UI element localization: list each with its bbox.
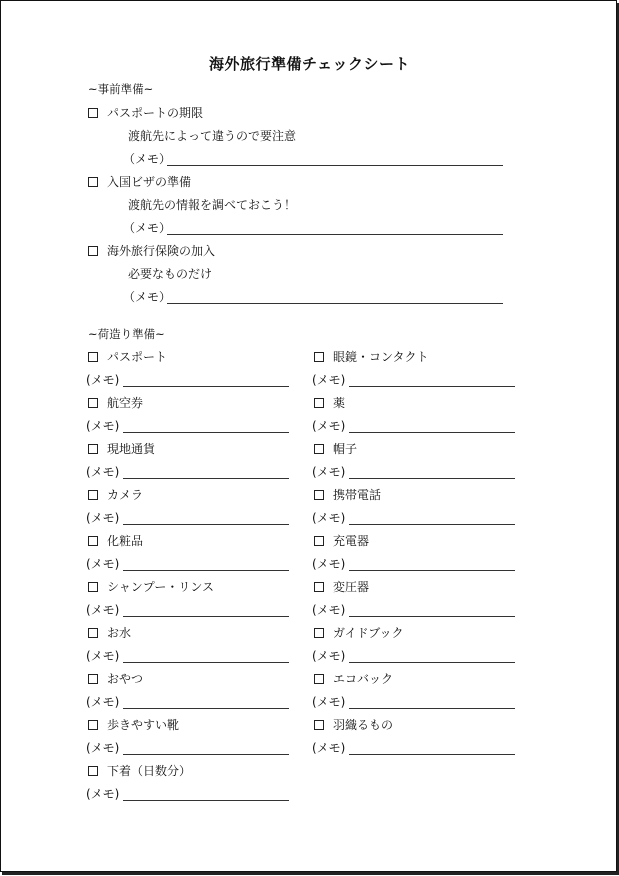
- item-label: 化粧品: [107, 534, 144, 548]
- checklist-item[interactable]: [88, 174, 191, 190]
- checkbox[interactable]: [314, 628, 324, 638]
- memo-line[interactable]: [349, 386, 515, 387]
- memo-line[interactable]: [123, 570, 289, 571]
- checkbox[interactable]: [88, 490, 98, 500]
- memo-label: (メモ): [312, 695, 346, 709]
- memo-label: （メモ）: [123, 221, 172, 235]
- packing-item[interactable]: [88, 717, 179, 733]
- memo-line[interactable]: [123, 616, 289, 617]
- checkbox[interactable]: [314, 582, 324, 592]
- packing-item[interactable]: [88, 441, 155, 457]
- packing-item[interactable]: [314, 487, 381, 503]
- item-note: 渡航先の情報を調べておこう！: [128, 198, 297, 212]
- memo-line[interactable]: [123, 800, 289, 801]
- packing-item[interactable]: [314, 441, 357, 457]
- checkbox[interactable]: [88, 628, 98, 638]
- item-label: シャンプー・リンス: [107, 580, 215, 594]
- memo-line[interactable]: [349, 708, 515, 709]
- memo-label: (メモ): [86, 741, 120, 755]
- memo-line[interactable]: [167, 234, 503, 235]
- memo-label: (メモ): [86, 695, 120, 709]
- memo-label: (メモ): [86, 465, 120, 479]
- packing-item[interactable]: [314, 349, 429, 365]
- checkbox[interactable]: [88, 674, 98, 684]
- packing-item[interactable]: [88, 625, 131, 641]
- checkbox[interactable]: [88, 246, 98, 256]
- memo-label: (メモ): [86, 373, 120, 387]
- packing-item[interactable]: [314, 395, 345, 411]
- packing-item[interactable]: [88, 763, 191, 779]
- item-label: エコバック: [333, 672, 394, 686]
- item-label: お水: [107, 626, 132, 640]
- item-label: ガイドブック: [333, 626, 404, 640]
- memo-line[interactable]: [349, 570, 515, 571]
- memo-label: (メモ): [312, 511, 346, 525]
- memo-label: (メモ): [312, 373, 346, 387]
- item-label: 薬: [333, 396, 346, 410]
- item-label: 眼鏡・コンタクト: [333, 350, 429, 364]
- checkbox[interactable]: [88, 444, 98, 454]
- item-label: 帽子: [333, 442, 358, 456]
- memo-line[interactable]: [349, 524, 515, 525]
- memo-line[interactable]: [123, 708, 289, 709]
- packing-item[interactable]: [88, 487, 143, 503]
- memo-label: （メモ）: [123, 152, 172, 166]
- memo-label: (メモ): [312, 603, 346, 617]
- packing-item[interactable]: [88, 349, 167, 365]
- checkbox[interactable]: [314, 398, 324, 408]
- checkbox[interactable]: [314, 352, 324, 362]
- packing-item[interactable]: [314, 717, 393, 733]
- item-label: 入国ビザの準備: [107, 175, 192, 189]
- memo-line[interactable]: [123, 662, 289, 663]
- item-label: 充電器: [333, 534, 370, 548]
- packing-item[interactable]: [88, 533, 143, 549]
- packing-item[interactable]: [314, 625, 403, 641]
- item-note: 渡航先によって違うので要注意: [128, 129, 297, 143]
- item-label: 変圧器: [333, 580, 370, 594]
- packing-item[interactable]: [88, 395, 143, 411]
- checkbox[interactable]: [314, 444, 324, 454]
- item-label: 現地通貨: [107, 442, 156, 456]
- item-label: おやつ: [107, 672, 144, 686]
- item-note: 必要なものだけ: [128, 267, 213, 281]
- item-label: カメラ: [107, 488, 144, 502]
- packing-item[interactable]: [314, 533, 369, 549]
- memo-label: (メモ): [312, 741, 346, 755]
- checkbox[interactable]: [88, 398, 98, 408]
- checkbox[interactable]: [314, 720, 324, 730]
- checkbox[interactable]: [88, 108, 98, 118]
- memo-label: (メモ): [86, 787, 120, 801]
- item-label: 航空券: [107, 396, 144, 410]
- item-label: パスポートの期限: [107, 106, 204, 120]
- section-heading-pre-departure: ~事前準備~: [88, 82, 154, 96]
- section-heading-packing: ~荷造り準備~: [88, 327, 165, 341]
- checkbox[interactable]: [88, 720, 98, 730]
- memo-label: (メモ): [86, 419, 120, 433]
- checkbox[interactable]: [314, 490, 324, 500]
- memo-line[interactable]: [123, 432, 289, 433]
- memo-line[interactable]: [349, 432, 515, 433]
- memo-line[interactable]: [167, 165, 503, 166]
- memo-line[interactable]: [123, 524, 289, 525]
- memo-label: (メモ): [86, 511, 120, 525]
- memo-label: (メモ): [312, 419, 346, 433]
- item-label: 携帯電話: [333, 488, 382, 502]
- packing-item[interactable]: [88, 579, 214, 595]
- memo-line[interactable]: [349, 662, 515, 663]
- checkbox[interactable]: [88, 582, 98, 592]
- memo-label: (メモ): [86, 557, 120, 571]
- memo-line[interactable]: [123, 386, 289, 387]
- checkbox[interactable]: [314, 536, 324, 546]
- item-label: 海外旅行保険の加入: [107, 244, 216, 258]
- memo-label: (メモ): [86, 649, 120, 663]
- memo-line[interactable]: [349, 616, 515, 617]
- memo-line[interactable]: [349, 478, 515, 479]
- checklist-item[interactable]: [88, 105, 203, 121]
- memo-line[interactable]: [167, 303, 503, 304]
- page-title: 海外旅行準備チェックシート: [208, 55, 411, 73]
- item-label: 下着（日数分）: [107, 764, 192, 778]
- item-label: 歩きやすい靴: [107, 718, 180, 732]
- checkbox[interactable]: [314, 674, 324, 684]
- memo-line[interactable]: [349, 754, 515, 755]
- item-label: パスポート: [107, 350, 168, 364]
- memo-label: (メモ): [312, 557, 346, 571]
- checkbox[interactable]: [88, 177, 98, 187]
- packing-item[interactable]: [88, 671, 143, 687]
- packing-item[interactable]: [314, 671, 393, 687]
- memo-label: (メモ): [86, 603, 120, 617]
- checkbox[interactable]: [88, 536, 98, 546]
- item-label: 羽織るもの: [333, 718, 394, 732]
- packing-item[interactable]: [314, 579, 369, 595]
- memo-label: (メモ): [312, 465, 346, 479]
- checkbox[interactable]: [88, 352, 98, 362]
- checklist-item[interactable]: [88, 243, 215, 259]
- memo-label: (メモ): [312, 649, 346, 663]
- checkbox[interactable]: [88, 766, 98, 776]
- memo-label: （メモ）: [123, 290, 172, 304]
- memo-line[interactable]: [123, 754, 289, 755]
- memo-line[interactable]: [123, 478, 289, 479]
